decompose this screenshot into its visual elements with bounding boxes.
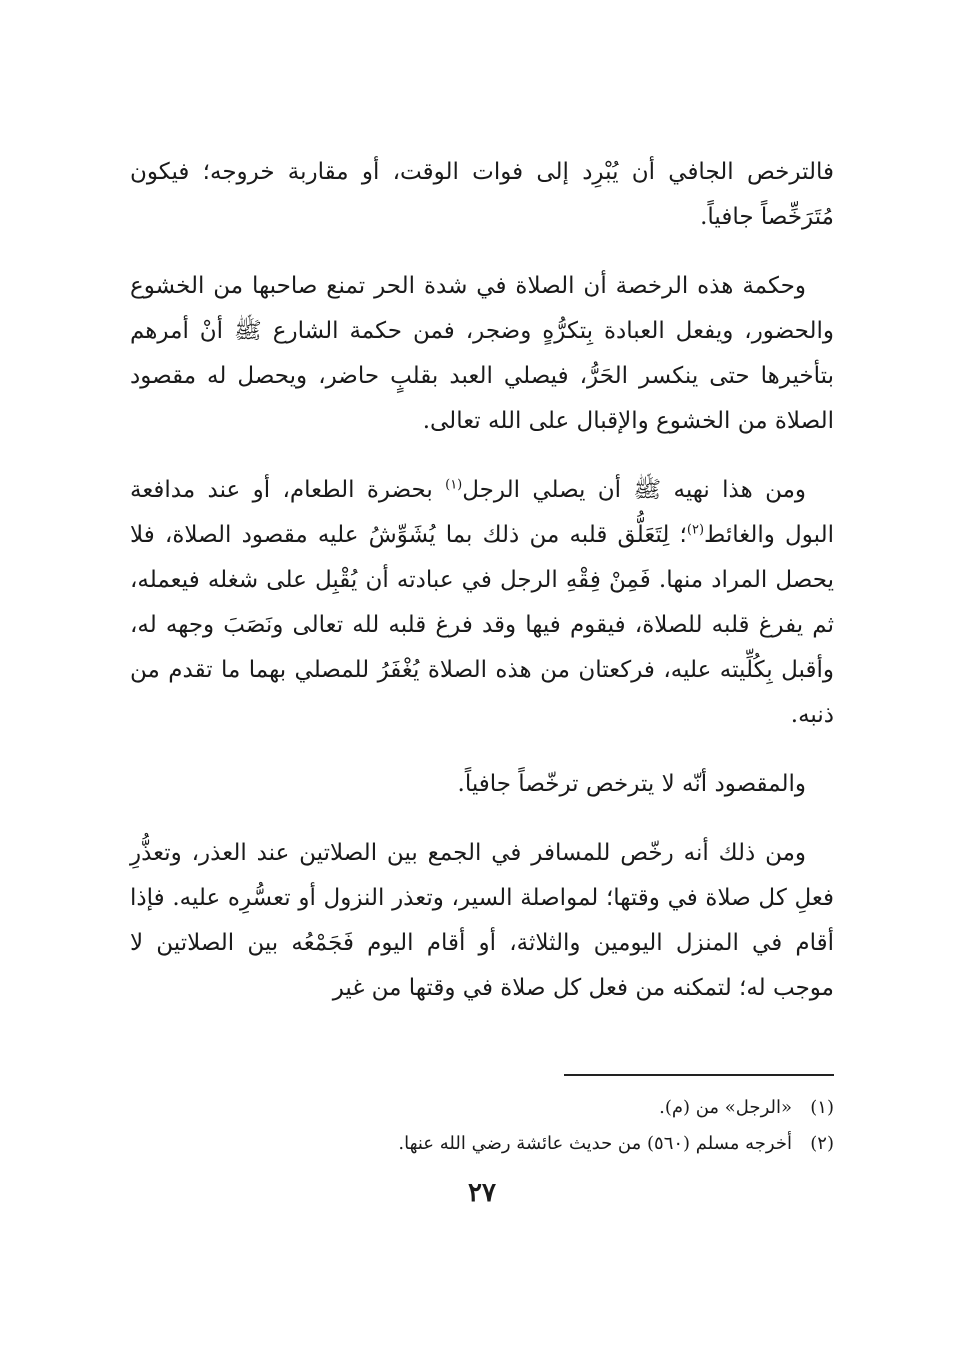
paragraph-3-part-3: ؛ لِتَعَلُّق قلبه من ذلك بما يُشَوِّشُ عليه مقصود الصلاة، فلا يحصل المراد منها. فَمِنْ فِقْهِ الرجل في عبادته أن يُقْبِل على شغله فيعمله، ثم يفرغ قلبه للصلاة، فيقوم فيها وقد فرغ قلبه لله تعالى ونَصَبَ وجهه له، وأقبل بِكُلِّيته عليه، فركعتان من هذه الصلاة يُغْفَرُ للمصلي بهما ما تقدم من ذنبه.: [130, 522, 834, 728]
footnotes: [130, 1090, 834, 1162]
footnote-number: (٢): [810, 1133, 834, 1154]
footnote-ref-2[interactable]: (٢): [686, 522, 705, 538]
footnote-text: أخرجه مسلم (٥٦٠) من حديث عائشة رضي الله عنها.: [398, 1133, 792, 1154]
footnote-text: «الرجل» من (م).: [659, 1097, 792, 1118]
footnote-2: [130, 1126, 834, 1162]
paragraph-2: وحكمة هذه الرخصة أن الصلاة في شدة الحر تمنع صاحبها من الخشوع والحضور، ويفعل العبادة بِتكرُّهٍ وضجر، فمن حكمة الشارع ﷺ أنْ أمرهم بتأخيرها حتى ينكسر الحَرُّ، فيصلي العبد بقلبٍ حاضر، ويحصل له مقصود الصلاة من الخشوع والإقبال على الله تعالى.: [130, 273, 834, 434]
paragraph-4: والمقصود أنّه لا يترخص ترخّصاً جافياً.: [457, 771, 806, 797]
paragraph-3-part-2: بحضرة الطعام، أو عند مدافعة البول والغائط: [130, 477, 834, 548]
paragraph-3: [130, 468, 834, 738]
footnote-divider: [564, 1074, 834, 1076]
main-text: [130, 150, 834, 1035]
footnote-1: [130, 1090, 834, 1126]
paragraph-5: ومن ذلك أنه رخّص للمسافر في الجمع بين الصلاتين عند العذر، وتعذُّرِ فعلِ كل صلاة في وقتها؛ لمواصلة السير، وتعذر النزول أو تعسُّرِه عليه. فإذا أقام في المنزل اليومين والثلاثة، أو أقام اليوم فَجَمْعُه بين الصلاتين لا موجب له؛ لتمكنه من فعل كل صلاة في وقتها من غير: [130, 840, 834, 1001]
paragraph-1: فالترخص الجافي أن يُبْرِد إلى فوات الوقت، أو مقاربة خروجه؛ فيكون مُتَرَخِّصاً جافياً.: [130, 159, 834, 230]
page-number: ٢٧: [468, 1178, 496, 1208]
footnote-ref-1[interactable]: (١): [445, 477, 463, 493]
footnote-number: (١): [810, 1097, 834, 1118]
paragraph-3-part-1: ومن هذا نهيه ﷺ أن يصلي الرجل: [462, 477, 807, 503]
